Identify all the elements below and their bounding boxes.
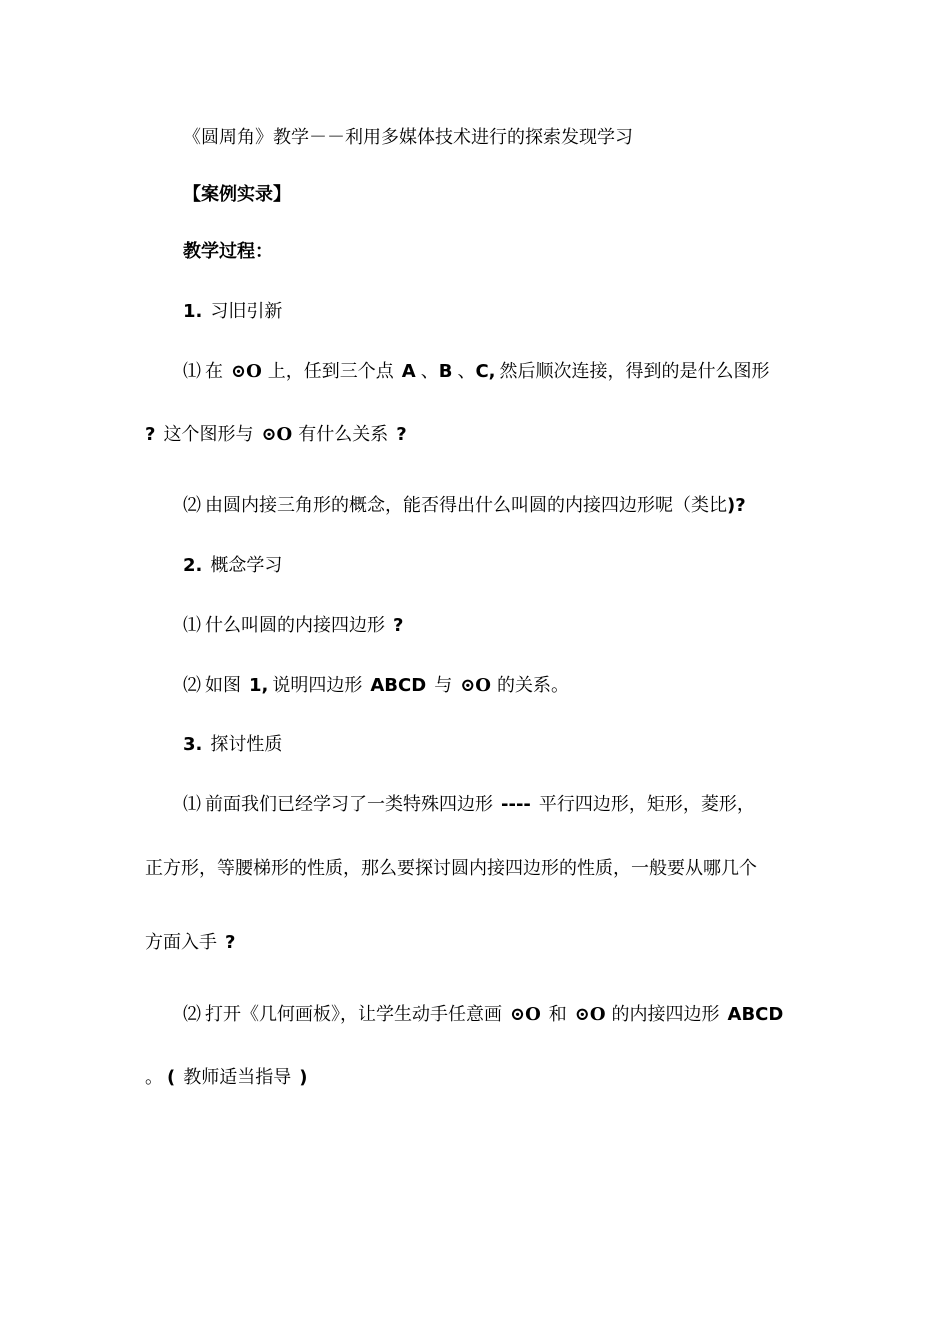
section-3-item-1-line-3 [0, 931, 950, 955]
quad-abcd: ABCD [727, 1004, 784, 1025]
text-run: 有什么关系 [298, 424, 389, 445]
circle-symbol: ⊙O [231, 361, 262, 382]
section-number: 2. [183, 555, 203, 576]
point-a: A [401, 361, 416, 382]
question-mark: ? [145, 424, 156, 445]
text-run: 的关系。 [496, 675, 569, 696]
quad-abcd: ABCD [370, 675, 427, 696]
process-label [0, 240, 950, 264]
section-2-item-1 [0, 614, 950, 638]
item-mark: ⑵ [183, 675, 201, 696]
text-run: 如图 [205, 675, 241, 696]
section-1-heading [0, 300, 950, 324]
item-mark: ⑵ [183, 1004, 201, 1025]
section-3-item-1-line-2 [0, 857, 950, 881]
item-mark: ⑵ [183, 495, 201, 516]
case-heading-text: 【案例实录】 [183, 184, 291, 205]
item-mark: ⑴ [183, 361, 201, 382]
text-run: 上，任到三个点 [267, 361, 394, 382]
circle-symbol: ⊙O [574, 1004, 606, 1025]
circle-symbol: ⊙O [510, 1004, 541, 1025]
section-title: 概念学习 [210, 555, 283, 576]
text-run: 方面入手 [145, 932, 217, 953]
point-c: C, [475, 361, 496, 382]
section-1-item-1-line-1 [0, 360, 950, 384]
text-run: 打开《几何画板》，让学生动手任意画 [205, 1004, 502, 1025]
case-heading [0, 183, 950, 207]
section-3-item-1-line-1 [0, 793, 950, 817]
text-run: 由圆内接三角形的概念，能否得出什么叫圆的内接四边形呢（类比 [205, 495, 727, 516]
text-run: 和 [548, 1004, 567, 1025]
section-2-item-2 [0, 674, 950, 698]
question-mark: ? [393, 615, 404, 636]
text-run: 教师适当指导 [183, 1067, 292, 1088]
section-title: 习旧引新 [210, 301, 283, 322]
point-b: B [438, 361, 453, 382]
paren: ( [167, 1067, 176, 1088]
paren: ) [299, 1067, 308, 1088]
text-run: 说明四边形 [272, 675, 363, 696]
circle-symbol: ⊙O [460, 675, 491, 696]
separator: 、 [420, 361, 439, 382]
title-text: 《圆周角》教学－－利用多媒体技术进行的探索发现学习 [183, 127, 633, 148]
text-run: 然后顺次连接，得到的是什么图形 [499, 361, 770, 382]
section-1-item-1-line-2 [0, 423, 950, 447]
circle-symbol: ⊙O [261, 424, 293, 445]
text-run: 什么叫圆的内接四边形 [205, 615, 385, 636]
text-run: 这个图形与 [163, 424, 254, 445]
section-2-heading [0, 554, 950, 578]
text-run: 正方形，等腰梯形的性质，那么要探讨圆内接四边形的性质，一般要从哪几个 [145, 858, 757, 879]
text-run: 与 [434, 675, 453, 696]
section-3-item-2-line-2 [0, 1066, 950, 1090]
section-number: 3. [183, 734, 203, 755]
section-3-item-2-line-1 [0, 1003, 950, 1027]
figure-ref: 1, [249, 675, 269, 696]
section-1-item-2 [0, 494, 950, 518]
dash-run: ---- [501, 794, 531, 815]
question-mark: ? [396, 424, 407, 445]
text-run: )? [727, 495, 746, 516]
process-label-text: 教学过程： [183, 241, 273, 262]
section-3-heading [0, 733, 950, 757]
text-run: 。 [145, 1067, 163, 1088]
item-mark: ⑴ [183, 794, 201, 815]
document-title [0, 126, 950, 150]
separator: 、 [457, 361, 476, 382]
section-title: 探讨性质 [210, 734, 283, 755]
item-mark: ⑴ [183, 615, 201, 636]
question-mark: ? [225, 932, 236, 953]
section-number: 1. [183, 301, 203, 322]
text-run: 平行四边形，矩形，菱形， [538, 794, 755, 815]
text-run: 在 [205, 361, 223, 382]
text-run: 前面我们已经学习了一类特殊四边形 [205, 794, 493, 815]
text-run: 的内接四边形 [611, 1004, 720, 1025]
